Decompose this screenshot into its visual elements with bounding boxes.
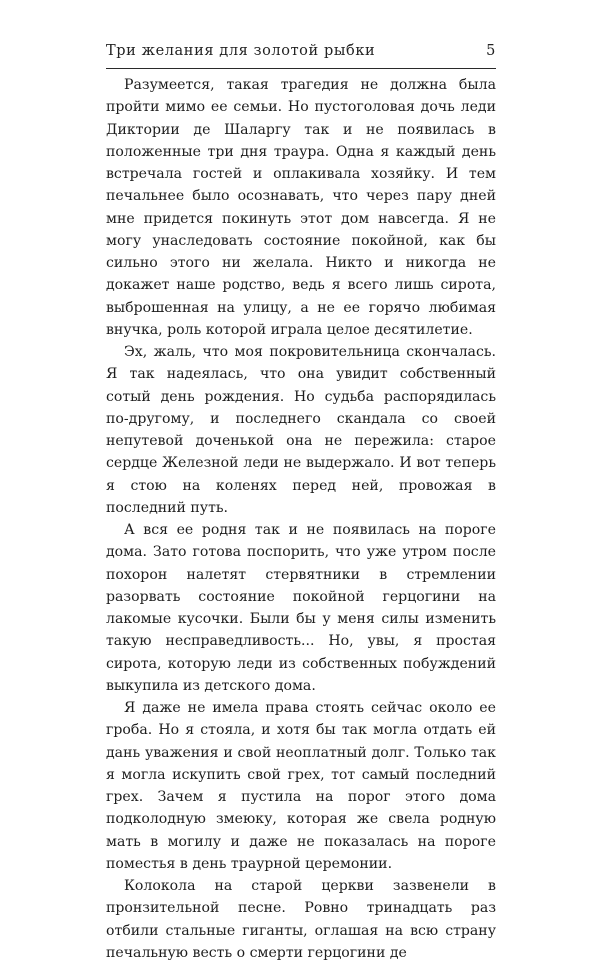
paragraph-4: Я даже не имела права стоять сейчас около ее гроба. Но я стояла, и хотя бы так могла отдать ей дань уважения и свой неоплатный долг. Только так я могла искупить свой грех, тот самый последний грех. Зачем я пустила на порог этого дома подколодную змеюку, которая же свела родную мать в могилу и даже не показалась на пороге поместья в день траурной церемонии. [106, 700, 496, 872]
paragraph-5: Колокола на старой церкви зазвенели в пронзительной песне. Ровно тринадцать раз отбили стальные гиганты, оглашая на всю страну печальную весть о смерти герцогини де [106, 878, 496, 961]
paragraph-1: Разумеется, такая трагедия не должна была пройти мимо ее семьи. Но пустоголовая дочь леди Диктории де Шаларгу так и не появилась в положенные три дня траура. Одна я каждый день встречала гостей и оплакивала хозяйку. И тем печальнее было осознавать, что через пару дней мне придется покинуть этот дом навсегда. Я не могу унаследовать состояние покойной, как бы сильно этого ни желала. Никто и никогда не докажет наше родство, ведь я всего лишь сирота, выброшенная на улицу, а не ее горячо любимая внучка, роль которой играла целое десятилетие. [106, 77, 496, 338]
header-rule [106, 68, 496, 69]
paragraph-3: А вся ее родня так и не появилась на пороге дома. Зато готова поспорить, что уже утром после похорон налетят стервятники в стремлении разорвать состояние покойной герцогини на лакомые кусочки. Были бы у меня силы изменить такую несправедливость... Но, увы, я простая сирота, которую леди из собственных побуждений выкупила из детского дома. [106, 522, 496, 694]
book-title: Три желания для золотой рыбки [106, 43, 376, 59]
paragraph-2: Эх, жаль, что моя покровительница скончалась. Я так надеялась, что она увидит собственный сотый день рождения. Но судьба распорядилась по-другому, и последнего скандала со своей непутевой доченькой она не пережила: старое сердце Железной леди не выдержало. И вот теперь я стою на коленях перед ней, провожая в последний путь. [106, 344, 496, 516]
body-text [106, 74, 496, 964]
running-head [106, 40, 496, 62]
page-number: 5 [486, 43, 496, 59]
